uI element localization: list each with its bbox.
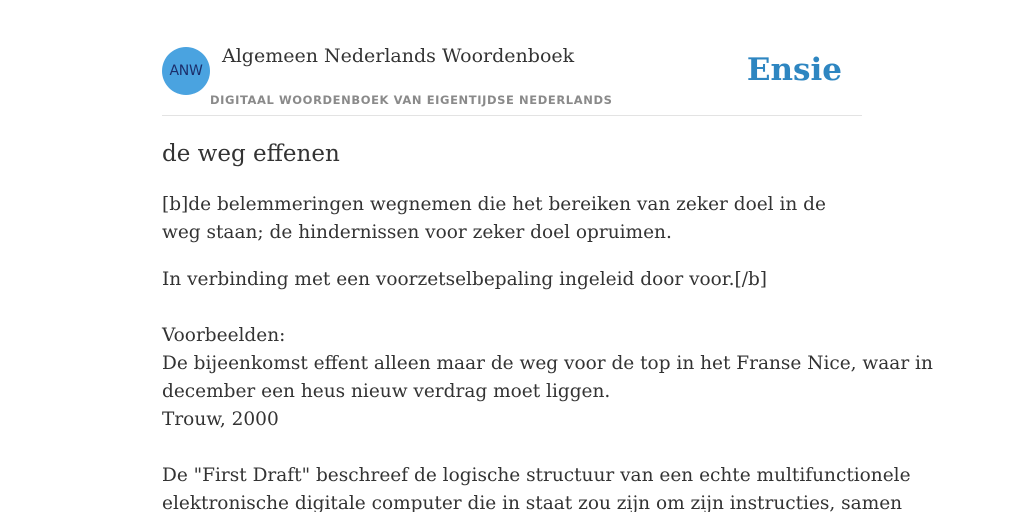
entry-definition: [b]de belemmeringen wegnemen die het bereiken van zeker doel in de weg staan; de hindernissen voor zeker doel opruimen.: [162, 194, 826, 243]
example-line: elektronische digitale computer die in staat zou zijn om zijn instructies, samen: [162, 493, 903, 512]
entry-title: de weg effenen: [162, 141, 340, 167]
example-source: Trouw, 2000: [162, 409, 279, 430]
example-line: De bijeenkomst effent alleen maar de weg voor de top in het Franse Nice, waar in: [162, 353, 933, 374]
logo-text: ANW: [169, 63, 203, 79]
examples-heading: Voorbeelden:: [162, 325, 286, 346]
example-line: De "First Draft" beschreef de logische structuur van een echte multifunctionele: [162, 465, 911, 486]
entry-content: [162, 138, 933, 512]
blank-line: [162, 434, 862, 462]
site-header: [162, 40, 862, 116]
site-title[interactable]: Algemeen Nederlands Woordenboek: [222, 45, 575, 67]
example-line: december een heus nieuw verdrag moet liggen.: [162, 381, 611, 402]
anw-logo[interactable]: [162, 47, 210, 95]
body-line: In verbinding met een voorzetselbepaling ingeleid door voor.[/b]: [162, 269, 768, 290]
ensie-logo[interactable]: Ensie: [746, 52, 842, 88]
entry-body: [162, 266, 933, 512]
blank-line: [162, 294, 862, 322]
site-subtitle: DIGITAAL WOORDENBOEK VAN EIGENTIJDSE NEDERLANDS: [210, 93, 613, 107]
